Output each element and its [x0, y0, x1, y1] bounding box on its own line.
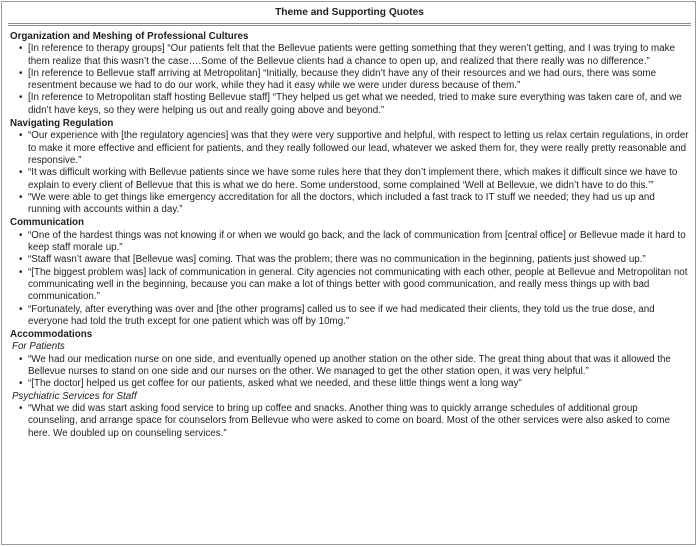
quote-text: “Fortunately, after everything was over and [the other programs] called us to see if we had medicated their clients, they told us the true dose, and everyone had told the truth except for one patient which was off by 10mg.” — [28, 303, 655, 327]
quote-item — [10, 43, 690, 68]
header-rule-top — [8, 23, 691, 24]
bullet-icon: • — [19, 43, 23, 55]
bullet-icon: • — [19, 191, 23, 203]
table-body — [10, 30, 690, 440]
quote-item — [10, 130, 690, 167]
quote-text: “[The doctor] helped us get coffee for our patients, asked what we needed, and these little things went a long way” — [28, 378, 522, 390]
bullet-icon: • — [19, 67, 23, 79]
quote-text: “Our experience with [the regulatory agencies] was that they were very supportive and helpful, with respect to letting us relax certain regulations, in order to make it more effective and efficient for patients, and they really followed our lead, whatever we asked them for, they were really pretty reasonable and responsive.” — [28, 130, 689, 166]
bullet-icon: • — [19, 254, 23, 266]
bullet-icon: • — [19, 353, 23, 365]
quote-text: “Staff wasn’t aware that [Bellevue was] coming. That was the problem; there was no communication in the beginning, patients just showed up.” — [28, 254, 646, 266]
quote-list-for-patients — [10, 354, 690, 391]
quote-text: “It was difficult working with Bellevue patients since we have some rules here that they don’t implement there, which makes it difficult since we have to explain to every client of Bellevue that this is what we do here. Some understood, some complained ‘Well at Bellevue, we didn’t have to do this.’” — [28, 167, 678, 191]
header-rule-bottom — [8, 25, 691, 26]
quote-item — [10, 403, 690, 440]
bullet-icon: • — [19, 229, 23, 241]
quote-text: “We were able to get things like emergency accreditation for all the doctors, which included a fast track to IT stuff we needed; they had us up and running with accounts within a day.” — [28, 191, 655, 216]
quote-list-communication — [10, 230, 690, 328]
quote-item — [10, 192, 690, 217]
bullet-icon: • — [19, 130, 23, 142]
bullet-icon: • — [19, 303, 23, 315]
quote-item — [10, 304, 690, 329]
section-heading-culture: Organization and Meshing of Professional Cultures — [10, 31, 249, 42]
quote-item — [10, 354, 690, 379]
quote-text: [In reference to Bellevue staff arriving at Metropolitan] “Initially, because they didn’t have any of their resources and we had ours, there was some resentment because we had to do our work, while they had it easy while we were under duress because of them.” — [28, 67, 657, 92]
quote-text: “[The biggest problem was] lack of communication in general. City agencies not communicating with each other, people at Bellevue and Metropolitan not communicating well in the beginning, because you can make a lot of things better with good communication, and really mess things up with bad communication.” — [28, 266, 688, 303]
quote-item — [10, 267, 690, 304]
bullet-icon: • — [19, 378, 23, 390]
table-title: Theme and Supporting Quotes — [275, 7, 424, 18]
quote-list-regulation — [10, 130, 690, 216]
quote-item — [10, 378, 690, 390]
quote-item — [10, 68, 690, 93]
quote-text: [In reference to therapy groups] “Our patients felt that the Bellevue patients were getting something that they weren’t getting, and I was trying to make them realize that this wasn’t the case….Some of the Bellevue clients had a chance to open up, and realized that there really was no difference.” — [28, 43, 675, 67]
quote-text: [In reference to Metropolitan staff hosting Bellevue staff] “They helped us get what we needed, tried to make sure everything was taken care of, and we didn’t have keys, so they were helping us out and really going above and beyond.” — [28, 92, 682, 116]
quote-list-psychiatric-services — [10, 403, 690, 440]
quote-text: “We had our medication nurse on one side, and eventually opened up another station on the other side. The great thing about that was it allowed the Bellevue nurses to stand on one side and our nurses on the other. We managed to get the other station open, it was very helpful.” — [28, 353, 671, 378]
quote-item — [10, 167, 690, 192]
bullet-icon: • — [19, 266, 23, 278]
quote-text: “One of the hardest things was not knowing if or when we would go back, and the lack of communication from [central office] or Bellevue made it hard to keep staff morale up.” — [28, 229, 686, 254]
section-heading-regulation: Navigating Regulation — [10, 118, 114, 130]
subheading-for-patients: For Patients — [12, 341, 65, 353]
bullet-icon: • — [19, 402, 23, 414]
quote-item — [10, 254, 690, 266]
quote-item — [10, 230, 690, 255]
section-heading-accommodations: Accommodations — [10, 329, 93, 341]
section-heading-communication: Communication — [10, 217, 85, 229]
quotes-table — [1, 1, 696, 545]
quote-text: “What we did was start asking food service to bring up coffee and snacks. Another thing was to quickly arrange schedules of additional group counseling, and arrange space for counselors from Bellevue who were asked to come on board. Most of the other services were also asked to come here. We doubled up on counseling services.” — [28, 402, 671, 439]
quote-list-culture — [10, 43, 690, 117]
bullet-icon: • — [19, 167, 23, 179]
subheading-psychiatric-services: Psychiatric Services for Staff — [12, 390, 137, 402]
quote-item — [10, 92, 690, 117]
bullet-icon: • — [19, 92, 23, 104]
